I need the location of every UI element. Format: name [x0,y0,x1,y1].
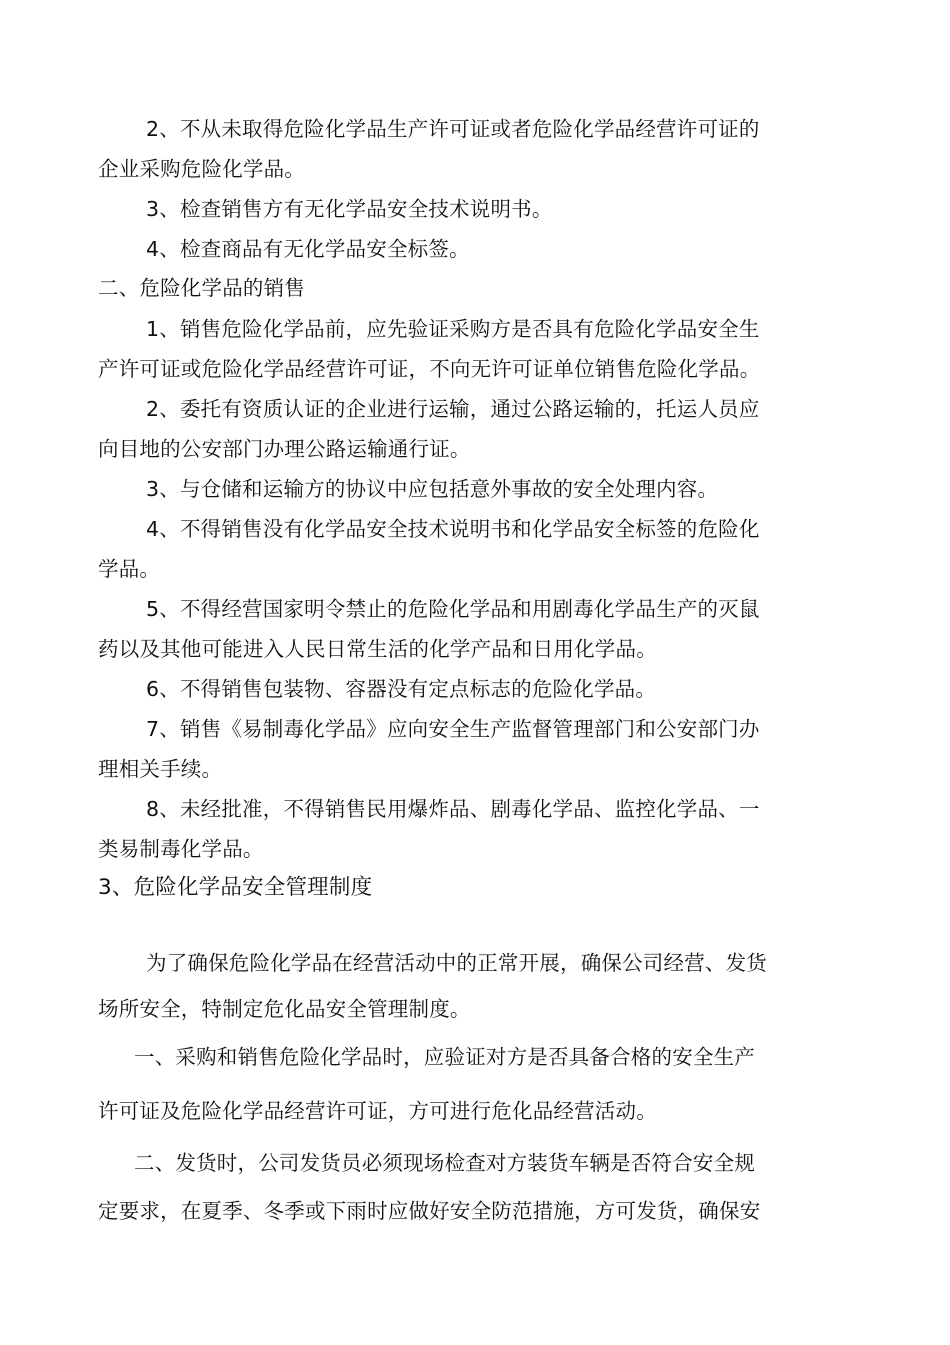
paragraph-line: 理相关手续。 [98,757,223,781]
paragraph-line: 学品。 [98,557,161,581]
paragraph-line: 一、采购和销售危险化学品时，应验证对方是否具备合格的安全生产 [134,1045,755,1069]
section-heading: 二、危险化学品的销售 [98,276,305,300]
paragraph-line: 4、检查商品有无化学品安全标签。 [146,237,470,261]
paragraph-line: 向目地的公安部门办理公路运输通行证。 [98,437,471,461]
paragraph-line: 定要求，在夏季、冬季或下雨时应做好安全防范措施，方可发货，确保安 [98,1199,761,1223]
paragraph-line: 类易制毒化学品。 [98,837,264,861]
paragraph-line: 6、不得销售包装物、容器没有定点标志的危险化学品。 [146,677,657,701]
paragraph-line: 8、未经批准，不得销售民用爆炸品、剧毒化学品、监控化学品、一 [146,797,760,821]
paragraph-line: 2、不从未取得危险化学品生产许可证或者危险化学品经营许可证的 [146,117,760,141]
paragraph-line: 3、检查销售方有无化学品安全技术说明书。 [146,197,553,221]
paragraph-line: 3、与仓储和运输方的协议中应包括意外事故的安全处理内容。 [146,477,719,501]
paragraph-line: 许可证及危险化学品经营许可证，方可进行危化品经营活动。 [98,1099,657,1123]
paragraph-line: 二、发货时，公司发货员必须现场检查对方装货车辆是否符合安全规 [134,1151,755,1175]
paragraph-line: 企业采购危险化学品。 [98,157,305,181]
paragraph-line: 药以及其他可能进入人民日常生活的化学产品和日用化学品。 [98,637,657,661]
paragraph-line: 5、不得经营国家明令禁止的危险化学品和用剧毒化学品生产的灭鼠 [146,597,760,621]
paragraph-line: 产许可证或危险化学品经营许可证，不向无许可证单位销售危险化学品。 [98,357,761,381]
paragraph-line: 场所安全，特制定危化品安全管理制度。 [98,997,471,1021]
paragraph-line: 4、不得销售没有化学品安全技术说明书和化学品安全标签的危险化 [146,517,760,541]
section-heading: 3、危险化学品安全管理制度 [98,875,373,900]
paragraph-line: 1、销售危险化学品前，应先验证采购方是否具有危险化学品安全生 [146,317,760,341]
paragraph-line: 为了确保危险化学品在经营活动中的正常开展，确保公司经营、发货 [146,951,767,975]
paragraph-line: 2、委托有资质认证的企业进行运输，通过公路运输的，托运人员应 [146,397,760,421]
paragraph-line: 7、销售《易制毒化学品》应向安全生产监督管理部门和公安部门办 [146,717,760,741]
